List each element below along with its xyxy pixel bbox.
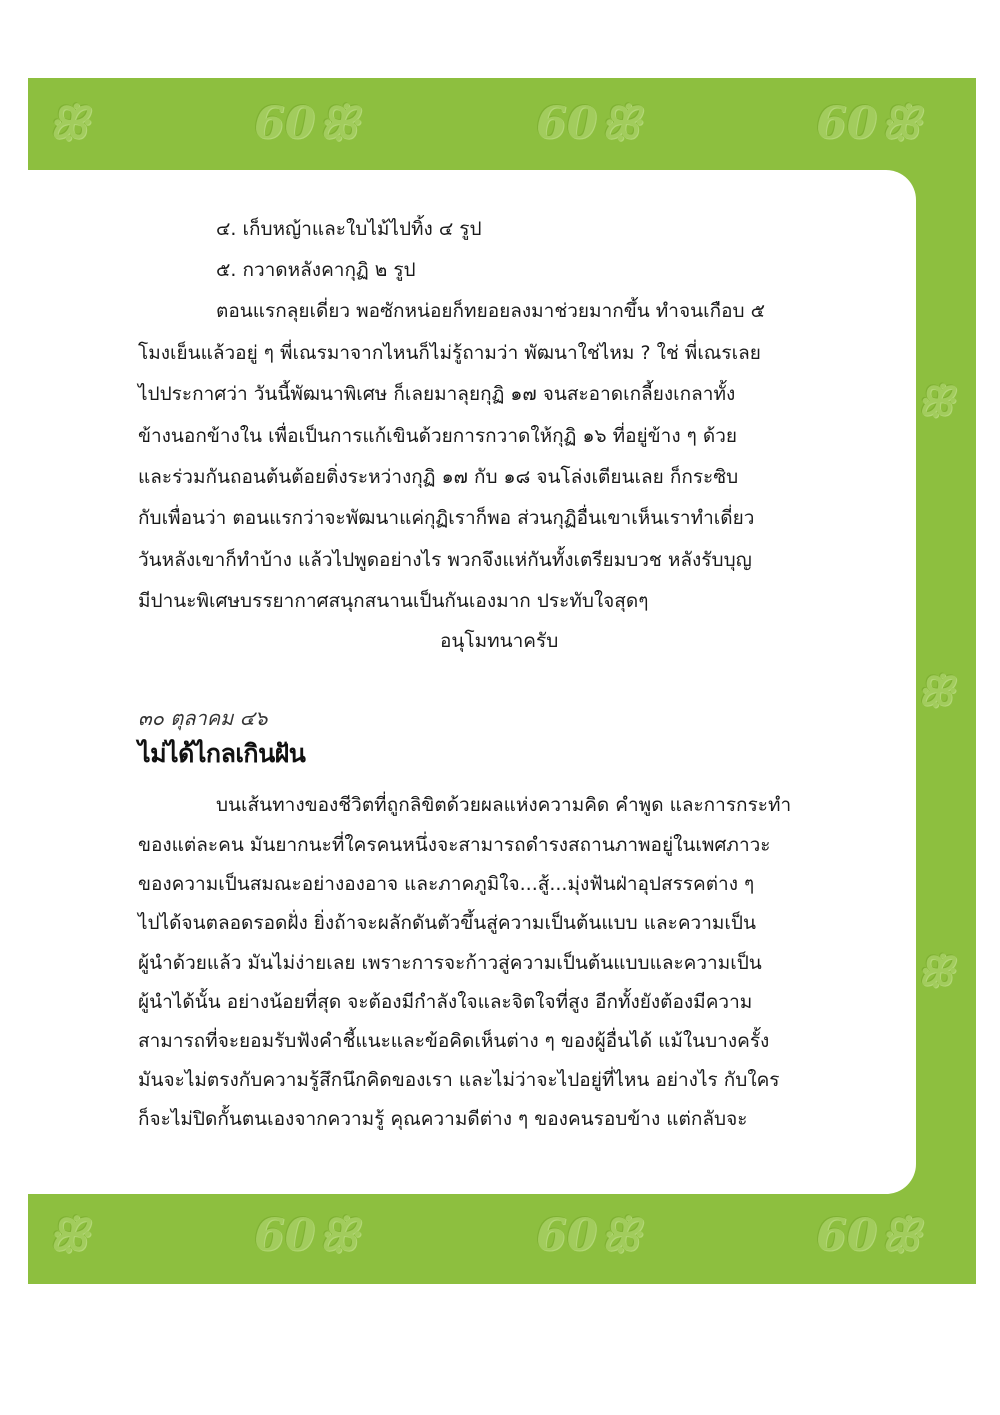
script-logo-watermark: ꕥ (318, 98, 359, 149)
paragraph-line: ของความเป็นสมณะอย่างองอาจ และภาคภูมิใจ...สู้...มุ่งฟันฝ่าอุปสรรคต่าง ๆ (138, 873, 755, 895)
script-logo-watermark: ꕥ (48, 1210, 89, 1261)
paragraph-line: ผู้นำด้วยแล้ว มันไม่ง่ายเลย เพราะการจะก้าวสู่ความเป็นต้นแบบและความเป็น (138, 952, 762, 974)
paragraph-line: ผู้นำได้นั้น อย่างน้อยที่สุด จะต้องมีกำลังใจและจิตใจที่สูง อีกทั้งยังต้องมีความ (138, 991, 753, 1013)
paragraph-line: โมงเย็นแล้วอยู่ ๆ พี่เณรมาจากไหนก็ไม่รู้ถามว่า พัฒนาใช่ไหม ? ใช่ พี่เณรเลย (138, 342, 761, 364)
paragraph-line: สามารถที่จะยอมรับฟังคำชี้แนะและข้อคิดเห็นต่าง ๆ ของผู้อื่นได้ แม้ในบางครั้ง (138, 1030, 770, 1052)
paragraph-line: บนเส้นทางของชีวิตที่ถูกลิขิตด้วยผลแห่งความคิด คำพูด และการกระทำ (216, 794, 792, 816)
side-watermark: ꕥ (916, 378, 954, 425)
watermark-row-bottom (28, 1202, 976, 1282)
sixty-logo-watermark: 60 (254, 1210, 316, 1261)
paragraph-line: กับเพื่อนว่า ตอนแรกว่าจะพัฒนาแค่กุฏิเราก็พอ ส่วนกุฏิอื่นเขาเห็นเราทำเดี่ยว (138, 507, 755, 529)
paragraph-line: มันจะไม่ตรงกับความรู้สึกนึกคิดของเรา และไม่ว่าจะไปอยู่ที่ไหน อย่างไร กับใคร (138, 1069, 780, 1091)
sixty-logo-watermark: 60 (816, 98, 878, 149)
sixty-logo-watermark: 60 (536, 98, 598, 149)
side-watermark: ꕥ (916, 668, 954, 715)
paragraph-line: มีปานะพิเศษบรรยากาศสนุกสนานเป็นกันเองมาก ประทับใจสุดๆ (138, 590, 649, 612)
script-logo-watermark: ꕥ (48, 98, 89, 149)
paragraph-line: ของแต่ละคน มันยากนะที่ใครคนหนึ่งจะสามารถดำรงสถานภาพอยู่ในเพศภาวะ (138, 834, 771, 856)
sixty-logo-watermark: 60 (536, 1210, 598, 1261)
script-logo-watermark: ꕥ (880, 1210, 921, 1261)
sixty-logo-watermark: 60 (254, 98, 316, 149)
paragraph-line: ตอนแรกลุยเดี่ยว พอซักหน่อยก็ทยอยลงมาช่วยมากขึ้น ทำจนเกือบ ๕ (216, 300, 765, 322)
paragraph-line: ไปได้จนตลอดรอดฝั่ง ยิ่งถ้าจะผลักดันตัวขึ้นสู่ความเป็นต้นแบบ และความเป็น (138, 912, 756, 934)
paragraph-line: ไปประกาศว่า วันนี้พัฒนาพิเศษ ก็เลยมาลุยกุฏิ ๑๗ จนสะอาดเกลี้ยงเกลาทั้ง (138, 383, 736, 405)
paragraph-line: ก็จะไม่ปิดกั้นตนเองจากความรู้ คุณความดีต่าง ๆ ของคนรอบข้าง แต่กลับจะ (138, 1108, 748, 1130)
script-logo-watermark: ꕥ (318, 1210, 359, 1261)
entry-title: ไม่ได้ไกลเกินฝัน (138, 739, 306, 768)
list-item: ๕. กวาดหลังคากุฏิ ๒ รูป (216, 259, 416, 281)
side-watermark: ꕥ (916, 948, 954, 995)
entry-date: ๓๐ ตุลาคม ๔๖ (138, 706, 268, 730)
paragraph-line: วันหลังเขาก็ทำบ้าง แล้วไปพูดอย่างไร พวกจึงแห่กันทั้งเตรียมบวช หลังรับบุญ (138, 549, 752, 571)
script-logo-watermark: ꕥ (600, 1210, 641, 1261)
sixty-logo-watermark: 60 (816, 1210, 878, 1261)
paragraph-line: ข้างนอกข้างใน เพื่อเป็นการแก้เขินด้วยการกวาดให้กุฏิ ๑๖ ที่อยู่ข้าง ๆ ด้วย (138, 425, 738, 447)
script-logo-watermark: ꕥ (880, 98, 921, 149)
list-item: ๔. เก็บหญ้าและใบไม้ไปทิ้ง ๔ รูป (216, 218, 482, 240)
paragraph-line: และร่วมกันถอนต้นต้อยติ่งระหว่างกุฏิ ๑๗ กับ ๑๘ จนโล่งเตียนเลย ก็กระซิบ (138, 466, 739, 488)
watermark-row-top (28, 90, 976, 170)
script-logo-watermark: ꕥ (600, 98, 641, 149)
closing-line: อนุโมทนาครับ (440, 630, 559, 652)
